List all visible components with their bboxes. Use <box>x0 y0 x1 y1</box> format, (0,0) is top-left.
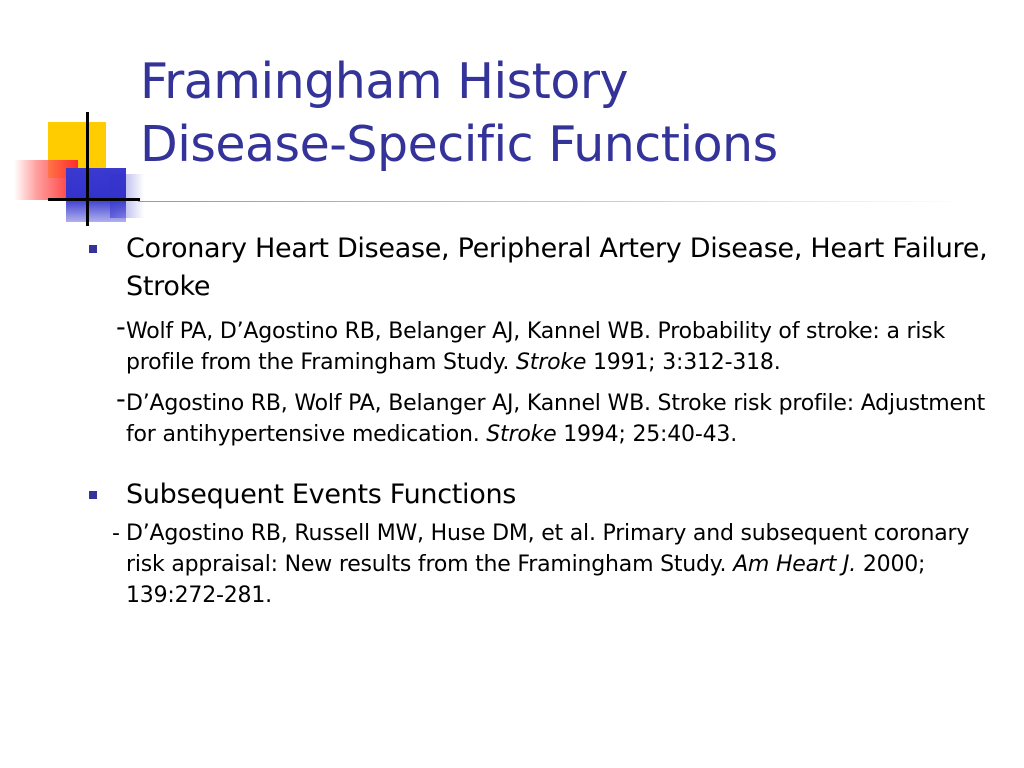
reference-citation: 2000; 139:272-281. <box>126 552 926 608</box>
slide-title-line-1: Framingham History <box>140 53 629 110</box>
reference-dash: - <box>116 384 126 415</box>
logo-vertical-line <box>86 112 89 226</box>
reference-journal: Stroke <box>516 350 587 375</box>
reference-item <box>86 518 1006 611</box>
reference-dash: - <box>116 312 126 343</box>
reference-authors-title: Wolf PA, D’Agostino RB, Belanger AJ, Kannel WB. Probability of stroke: a risk profile from the Framingham Study. <box>126 319 946 375</box>
decorative-logo <box>0 0 140 240</box>
bullet-text: Subsequent Events Functions <box>126 479 517 510</box>
reference-dash: - <box>112 521 120 546</box>
bullet-square-icon <box>89 245 97 253</box>
slide-title <box>140 50 778 176</box>
reference-journal: Am Heart J. <box>733 552 857 577</box>
reference-authors-title: D’Agostino RB, Wolf PA, Belanger AJ, Kannel WB. Stroke risk profile: Adjustment for antihypertensive medication. <box>126 391 986 447</box>
logo-blue-fade <box>110 174 144 218</box>
bullet-square-icon <box>89 491 97 499</box>
reference-citation: 1991; 3:312-318. <box>586 350 781 375</box>
reference-journal: Stroke <box>486 422 557 447</box>
bullet-text: Coronary Heart Disease, Peripheral Artery Disease, Heart Failure, Stroke <box>126 233 988 302</box>
bullet-item <box>86 476 1006 514</box>
reference-item <box>86 384 1006 450</box>
reference-citation: 1994; 25:40-43. <box>556 422 737 447</box>
bullet-item <box>86 230 1006 306</box>
logo-horizontal-line <box>48 198 140 201</box>
reference-item <box>86 312 1006 378</box>
slide-body <box>86 230 1006 611</box>
title-divider <box>138 201 968 202</box>
slide-title-line-2: Disease-Specific Functions <box>140 116 778 173</box>
reference-authors-title: D’Agostino RB, Russell MW, Huse DM, et al. Primary and subsequent coronary risk appraisal: New results from the Framingham Study. <box>126 521 970 577</box>
